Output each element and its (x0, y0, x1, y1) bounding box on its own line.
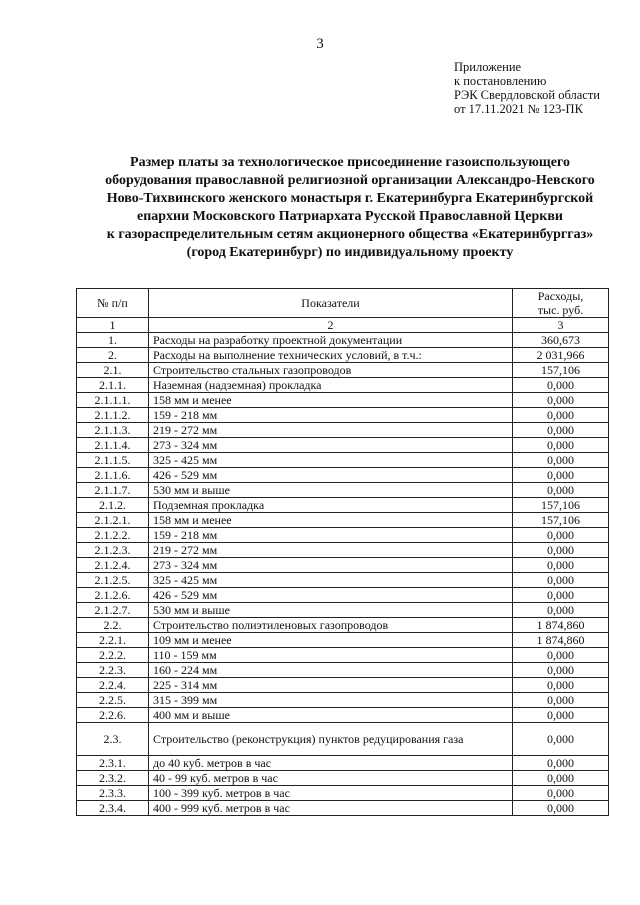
row-indicator: 400 мм и выше (149, 708, 513, 723)
appendix-block (454, 60, 600, 116)
table-row (77, 528, 609, 543)
table-row (77, 618, 609, 633)
table-row (77, 453, 609, 468)
row-number: 2. (77, 348, 149, 363)
table-row (77, 498, 609, 513)
row-value: 0,000 (513, 558, 609, 573)
table-row (77, 513, 609, 528)
row-value: 0,000 (513, 543, 609, 558)
row-value: 157,106 (513, 498, 609, 513)
header-cost-line2: тыс. руб. (537, 303, 584, 317)
row-indicator: Подземная прокладка (149, 498, 513, 513)
row-number: 2.2.5. (77, 693, 149, 708)
appendix-line: Приложение (454, 60, 522, 74)
row-indicator: 325 - 425 мм (149, 573, 513, 588)
row-number: 2.3.3. (77, 786, 149, 801)
table-row (77, 438, 609, 453)
row-number: 2.1.2.4. (77, 558, 149, 573)
row-indicator: Строительство стальных газопроводов (149, 363, 513, 378)
table-row (77, 393, 609, 408)
row-number: 2.1.1.2. (77, 408, 149, 423)
table-row (77, 663, 609, 678)
row-number: 2.1.2.1. (77, 513, 149, 528)
row-indicator: 159 - 218 мм (149, 528, 513, 543)
row-value: 0,000 (513, 528, 609, 543)
table-row (77, 408, 609, 423)
row-indicator: 325 - 425 мм (149, 453, 513, 468)
table-row (77, 363, 609, 378)
row-value: 0,000 (513, 693, 609, 708)
table-row (77, 771, 609, 786)
table-row (77, 483, 609, 498)
row-value: 0,000 (513, 468, 609, 483)
row-indicator: Наземная (надземная) прокладка (149, 378, 513, 393)
row-value: 0,000 (513, 603, 609, 618)
table-row (77, 603, 609, 618)
row-value: 0,000 (513, 708, 609, 723)
row-indicator: 158 мм и менее (149, 513, 513, 528)
row-number: 1. (77, 333, 149, 348)
row-indicator: 530 мм и выше (149, 483, 513, 498)
table-row (77, 678, 609, 693)
row-indicator: 110 - 159 мм (149, 648, 513, 663)
row-value: 0,000 (513, 573, 609, 588)
row-indicator: 400 - 999 куб. метров в час (149, 801, 513, 816)
table-row (77, 801, 609, 816)
table-row (77, 543, 609, 558)
row-value: 0,000 (513, 438, 609, 453)
row-indicator: Расходы на выполнение технических условий, в т.ч.: (149, 348, 513, 363)
subheader-cell: 2 (149, 318, 513, 333)
row-value: 0,000 (513, 393, 609, 408)
row-number: 2.3.1. (77, 756, 149, 771)
row-indicator: 100 - 399 куб. метров в час (149, 786, 513, 801)
row-number: 2.3.2. (77, 771, 149, 786)
row-number: 2.1.1.4. (77, 438, 149, 453)
subheader-cell: 1 (77, 318, 149, 333)
table-row (77, 723, 609, 756)
row-number: 2.1. (77, 363, 149, 378)
table-row (77, 378, 609, 393)
row-indicator: 40 - 99 куб. метров в час (149, 771, 513, 786)
row-value: 0,000 (513, 723, 609, 756)
table-row (77, 558, 609, 573)
row-indicator: 219 - 272 мм (149, 423, 513, 438)
title-line: (город Екатеринбург) по индивидуальному проекту (186, 245, 514, 260)
row-number: 2.1.2.7. (77, 603, 149, 618)
header-num: № п/п (77, 289, 149, 318)
row-value: 0,000 (513, 648, 609, 663)
row-indicator: 159 - 218 мм (149, 408, 513, 423)
table-row (77, 708, 609, 723)
row-indicator: 219 - 272 мм (149, 543, 513, 558)
document-title (70, 154, 630, 262)
table-row (77, 756, 609, 771)
header-indicator: Показатели (149, 289, 513, 318)
row-value: 0,000 (513, 678, 609, 693)
title-line: Ново-Тихвинского женского монастыря г. Екатеринбурга Екатеринбургской (106, 191, 594, 206)
row-number: 2.2. (77, 618, 149, 633)
row-indicator: 109 мм и менее (149, 633, 513, 648)
row-number: 2.3. (77, 723, 149, 756)
row-indicator: 426 - 529 мм (149, 468, 513, 483)
row-number: 2.1.1.3. (77, 423, 149, 438)
row-value: 0,000 (513, 756, 609, 771)
row-value: 0,000 (513, 663, 609, 678)
row-indicator: Строительство (реконструкция) пунктов редуцирования газа (149, 723, 513, 756)
row-number: 2.2.6. (77, 708, 149, 723)
row-value: 0,000 (513, 786, 609, 801)
table-row (77, 468, 609, 483)
appendix-line: к постановлению (454, 74, 547, 88)
row-value: 2 031,966 (513, 348, 609, 363)
table-row (77, 648, 609, 663)
header-cost-line1: Расходы, (537, 289, 584, 303)
row-indicator: Строительство полиэтиленовых газопроводов (149, 618, 513, 633)
table-header-row (77, 289, 609, 318)
row-value: 157,106 (513, 363, 609, 378)
row-number: 2.3.4. (77, 801, 149, 816)
row-indicator: до 40 куб. метров в час (149, 756, 513, 771)
title-line: к газораспределительным сетям акционерного общества «Екатеринбурггаз» (106, 227, 594, 242)
title-line: оборудования православной религиозной организации Александро-Невского (105, 173, 595, 188)
title-line: Размер платы за технологическое присоединение газоиспользующего (130, 155, 570, 170)
row-value: 0,000 (513, 378, 609, 393)
row-value: 1 874,860 (513, 618, 609, 633)
row-number: 2.2.3. (77, 663, 149, 678)
row-number: 2.2.2. (77, 648, 149, 663)
table-row (77, 786, 609, 801)
row-number: 2.1.1. (77, 378, 149, 393)
table-row (77, 573, 609, 588)
row-number: 2.1.1.5. (77, 453, 149, 468)
row-indicator: 315 - 399 мм (149, 693, 513, 708)
row-number: 2.1.2.3. (77, 543, 149, 558)
row-value: 0,000 (513, 801, 609, 816)
row-indicator: 273 - 324 мм (149, 558, 513, 573)
subheader-cell: 3 (513, 318, 609, 333)
row-indicator: 426 - 529 мм (149, 588, 513, 603)
row-value: 0,000 (513, 423, 609, 438)
table-row (77, 348, 609, 363)
row-indicator: 158 мм и менее (149, 393, 513, 408)
row-value: 360,673 (513, 333, 609, 348)
row-indicator: Расходы на разработку проектной документации (149, 333, 513, 348)
table-body (77, 333, 609, 816)
row-value: 0,000 (513, 453, 609, 468)
row-number: 2.1.2. (77, 498, 149, 513)
row-number: 2.1.2.2. (77, 528, 149, 543)
table-row (77, 423, 609, 438)
row-indicator: 273 - 324 мм (149, 438, 513, 453)
row-value: 0,000 (513, 483, 609, 498)
row-number: 2.2.4. (77, 678, 149, 693)
row-number: 2.2.1. (77, 633, 149, 648)
table-row (77, 633, 609, 648)
appendix-line: от 17.11.2021 № 123-ПК (454, 102, 583, 116)
title-line: епархии Московского Патриархата Русской Православной Церкви (136, 209, 563, 224)
table-row (77, 693, 609, 708)
row-value: 157,106 (513, 513, 609, 528)
row-value: 0,000 (513, 408, 609, 423)
row-indicator: 160 - 224 мм (149, 663, 513, 678)
table-row (77, 333, 609, 348)
cost-table (76, 288, 609, 816)
page-number: 3 (316, 36, 324, 52)
row-number: 2.1.1.7. (77, 483, 149, 498)
row-number: 2.1.1.1. (77, 393, 149, 408)
table-subheader-row (77, 318, 609, 333)
row-number: 2.1.2.5. (77, 573, 149, 588)
appendix-line: РЭК Свердловской области (454, 88, 600, 102)
row-number: 2.1.1.6. (77, 468, 149, 483)
row-value: 0,000 (513, 771, 609, 786)
row-value: 0,000 (513, 588, 609, 603)
table-row (77, 588, 609, 603)
row-number: 2.1.2.6. (77, 588, 149, 603)
row-indicator: 225 - 314 мм (149, 678, 513, 693)
row-indicator: 530 мм и выше (149, 603, 513, 618)
header-cost (513, 289, 609, 318)
row-value: 1 874,860 (513, 633, 609, 648)
